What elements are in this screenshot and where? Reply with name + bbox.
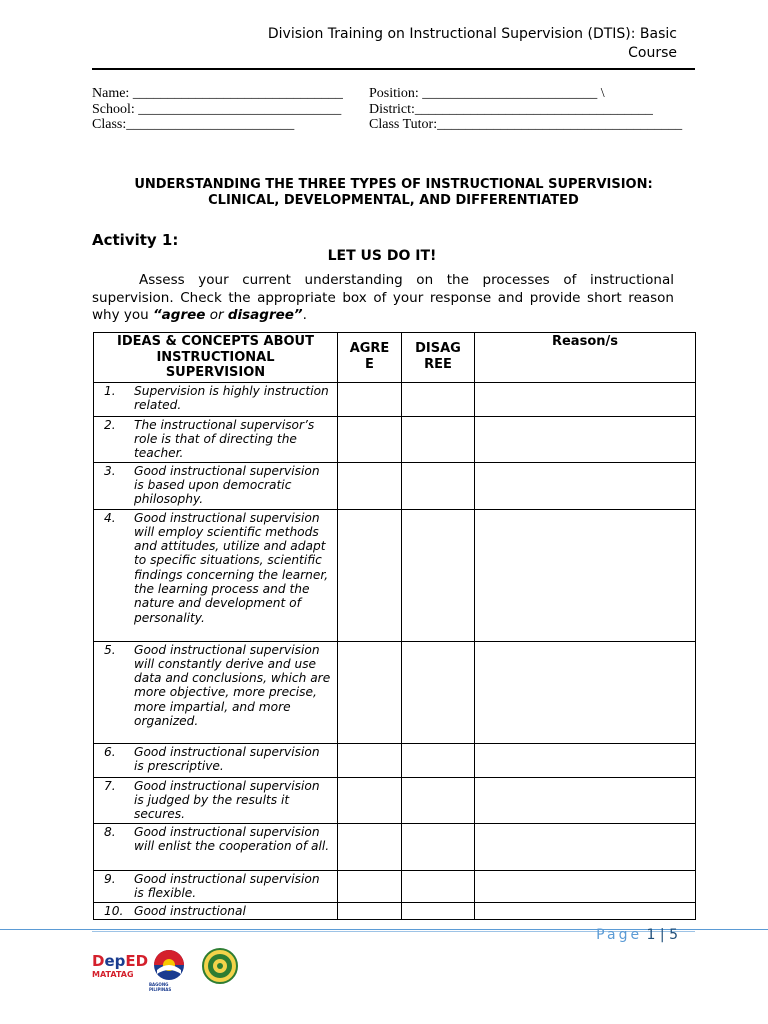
participant-fields [92, 86, 692, 133]
reason-cell[interactable] [475, 823, 696, 870]
header-ideas-line-1: IDEAS & CONCEPTS ABOUT [117, 334, 314, 349]
header-ideas-line-3: SUPERVISION [165, 365, 266, 380]
agree-word: “agree [152, 307, 206, 323]
agree-checkbox-cell[interactable] [338, 416, 402, 462]
agree-checkbox-cell[interactable] [338, 743, 402, 777]
disagree-checkbox-cell[interactable] [402, 870, 475, 902]
class-tutor-field[interactable]: Class Tutor:___________________________________ [369, 117, 683, 132]
item-number: 3. [104, 463, 116, 478]
agree-checkbox-cell[interactable] [338, 823, 402, 870]
item-number: 6. [104, 744, 116, 759]
item-text: Good instructional supervision will employ scientific methods and attitudes, utilize and adapt to specific situations, scientific findings concerning the learner, the learning process and the nature and development of personality. [134, 510, 329, 625]
item-text: Supervision is highly instruction related. [134, 383, 329, 412]
disagree-checkbox-cell[interactable] [402, 823, 475, 870]
item-text: Good instructional supervision will enlist the cooperation of all. [134, 824, 330, 853]
agree-checkbox-cell[interactable] [338, 641, 402, 743]
idea-cell [94, 823, 338, 870]
table-row [94, 870, 696, 902]
header-rule [92, 68, 695, 70]
item-text: Good instructional supervision is flexible. [134, 871, 320, 900]
disagree-checkbox-cell[interactable] [402, 382, 475, 416]
table-row [94, 777, 696, 823]
agree-checkbox-cell[interactable] [338, 462, 402, 509]
matatag-text: MATATAG [92, 970, 134, 979]
deped-matatag-logo [92, 948, 149, 990]
item-text: Good instructional supervision is based upon democratic philosophy. [134, 463, 320, 507]
reason-cell[interactable] [475, 641, 696, 743]
table-row [94, 743, 696, 777]
header-line-1: Division Training on Instructional Supervision (DTIS): Basic [267, 26, 677, 42]
table-row [94, 462, 696, 509]
school-field[interactable]: School: _____________________________ [92, 101, 342, 117]
item-number: 5. [104, 642, 116, 657]
header-reason: Reason/s [475, 333, 696, 383]
disagree-checkbox-cell[interactable] [402, 462, 475, 509]
disagree-checkbox-cell[interactable] [402, 641, 475, 743]
item-number: 1. [104, 383, 116, 398]
idea-cell [94, 777, 338, 823]
item-number: 7. [104, 778, 116, 793]
header-disagree [402, 333, 475, 383]
table-header-row [94, 333, 696, 383]
item-text: The instructional supervisor’s role is that of directing the teacher. [134, 417, 315, 461]
agree-checkbox-cell[interactable] [338, 902, 402, 919]
bagong-pilipinas-logo [149, 948, 189, 990]
reason-cell[interactable] [475, 382, 696, 416]
reason-cell[interactable] [475, 416, 696, 462]
idea-cell [94, 902, 338, 919]
activity-subtitle: LET US DO IT! [327, 248, 437, 264]
idea-cell [94, 462, 338, 509]
idea-cell [94, 743, 338, 777]
table-row [94, 382, 696, 416]
instructions-text: Assess your current understanding on the processes of instructional supervision. Check the appropriate box of your response and provide short reason why you [92, 272, 674, 323]
instructions-end: . [302, 307, 307, 323]
page-number: Page 1 | 5 [596, 927, 678, 943]
assessment-table [93, 332, 696, 920]
table-row [94, 823, 696, 870]
title-line-2: CLINICAL, DEVELOPMENTAL, AND DIFFERENTIATED [208, 193, 579, 208]
deped-logo-ed: ED [125, 952, 149, 970]
item-text: Good instructional [134, 903, 246, 918]
table-row [94, 641, 696, 743]
header-ideas-line-2: INSTRUCTIONAL [156, 349, 275, 365]
table-row [94, 416, 696, 462]
idea-cell [94, 382, 338, 416]
position-field[interactable]: Position: _________________________ \ [369, 86, 605, 101]
idea-cell [94, 870, 338, 902]
page-current: 1 [646, 927, 656, 943]
reason-cell[interactable] [475, 777, 696, 823]
idea-cell [94, 641, 338, 743]
disagree-checkbox-cell[interactable] [402, 509, 475, 641]
division-seal-logo [202, 948, 238, 984]
header-disagree-line-1: DISAG [415, 341, 461, 356]
bagong-pilipinas-text: BAGONG PILIPINAS [149, 982, 172, 992]
deped-logo-ep: ep [104, 952, 126, 970]
item-number: 2. [104, 417, 116, 432]
class-field[interactable]: Class:________________________ [92, 117, 295, 132]
footer-logos [92, 948, 252, 990]
document-header [240, 25, 677, 63]
instructions [92, 272, 674, 325]
reason-cell[interactable] [475, 870, 696, 902]
item-number: 10. [104, 903, 124, 918]
or-word: or [205, 307, 228, 323]
item-text: Good instructional supervision is prescriptive. [134, 744, 320, 773]
reason-cell[interactable] [475, 902, 696, 919]
district-field[interactable]: District:__________________________________ [369, 101, 653, 117]
header-ideas [94, 333, 338, 383]
page-title [92, 177, 695, 209]
header-line-2: Course [628, 45, 677, 61]
disagree-checkbox-cell[interactable] [402, 416, 475, 462]
agree-checkbox-cell[interactable] [338, 777, 402, 823]
disagree-checkbox-cell[interactable] [402, 743, 475, 777]
item-number: 4. [104, 510, 116, 525]
header-agree [338, 333, 402, 383]
page-total: 5 [669, 927, 678, 943]
reason-cell[interactable] [475, 509, 696, 641]
disagree-checkbox-cell[interactable] [402, 902, 475, 919]
agree-checkbox-cell[interactable] [338, 382, 402, 416]
disagree-word: disagree” [227, 307, 303, 323]
item-number: 9. [104, 871, 116, 886]
item-number: 8. [104, 824, 116, 839]
page-label: Page [596, 927, 643, 943]
idea-cell [94, 416, 338, 462]
title-line-1: UNDERSTANDING THE THREE TYPES OF INSTRUCTIONAL SUPERVISION: [134, 177, 653, 192]
reason-cell[interactable] [475, 743, 696, 777]
table-row [94, 509, 696, 641]
deped-logo-d: D [92, 952, 105, 970]
item-text: Good instructional supervision is judged by the results it secures. [134, 778, 320, 822]
name-field[interactable]: Name: ______________________________ [92, 86, 343, 101]
agree-checkbox-cell[interactable] [338, 509, 402, 641]
item-text: Good instructional supervision will constantly derive and use data and conclusions, which are more objective, more precise, more impartial, and more organized. [134, 642, 331, 728]
table-row [94, 902, 696, 919]
header-disagree-line-2: REE [424, 356, 452, 372]
idea-cell [94, 509, 338, 641]
agree-checkbox-cell[interactable] [338, 870, 402, 902]
activity-heading: Activity 1: [92, 231, 179, 249]
header-agree-line-1: AGRE [349, 341, 390, 356]
header-agree-line-2: E [365, 356, 374, 372]
disagree-checkbox-cell[interactable] [402, 777, 475, 823]
reason-cell[interactable] [475, 462, 696, 509]
